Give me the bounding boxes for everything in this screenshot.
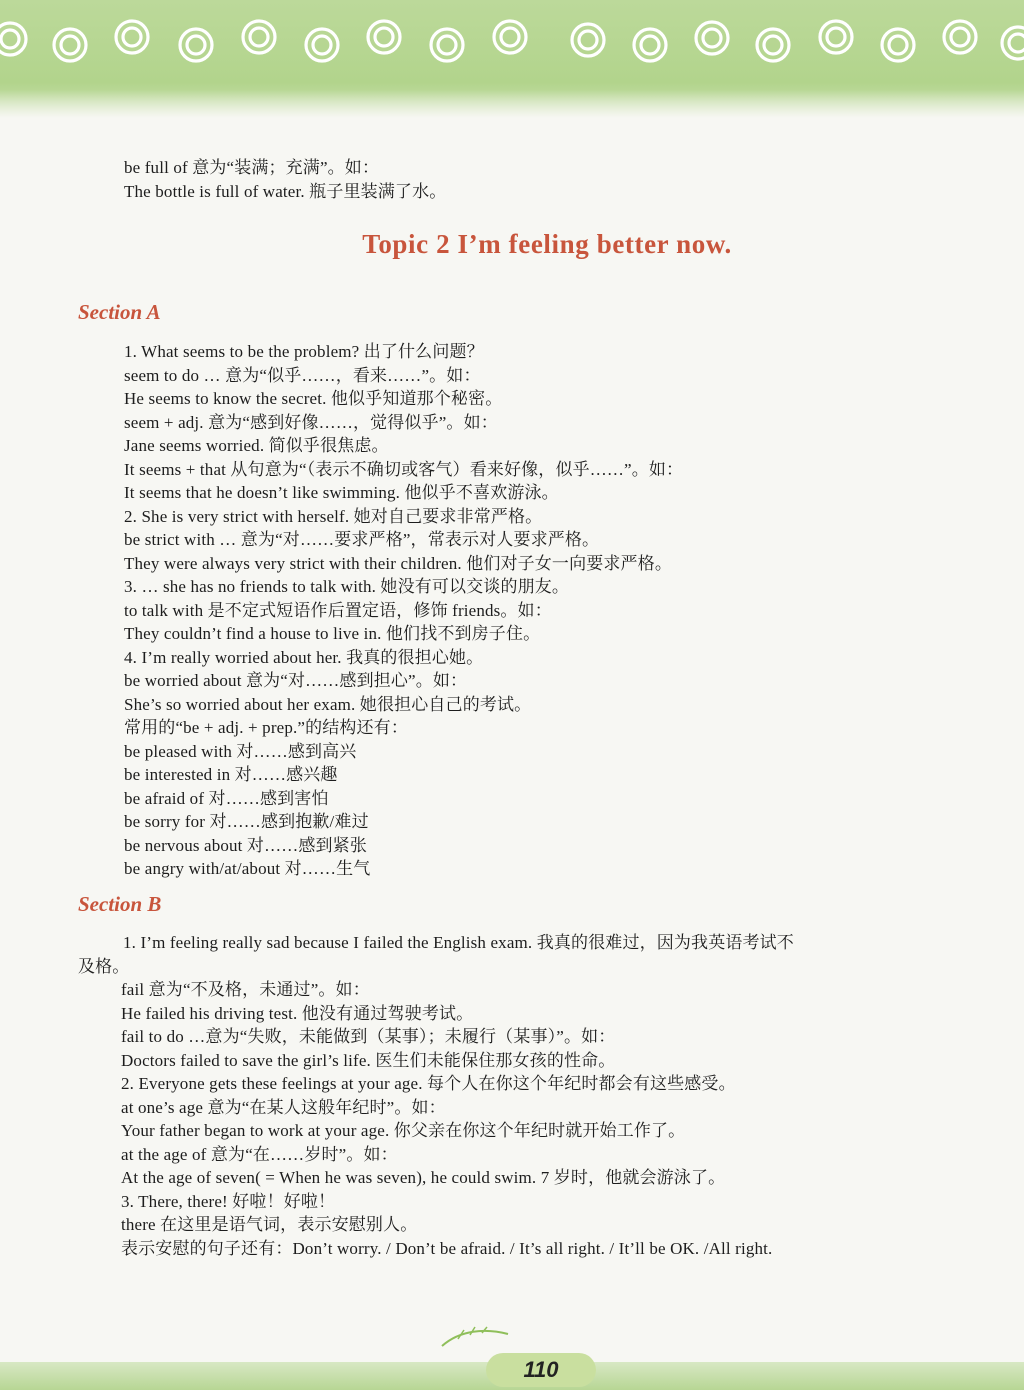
- topic-title: Topic 2 I’m feeling better now.: [362, 229, 732, 259]
- text-line: be strict with … 意为“对……要求严格”，常表示对人要求严格。: [124, 530, 600, 549]
- text-line: 3. There, there! 好啦！好啦！: [121, 1191, 336, 1211]
- text-line: be angry with/at/about 对……生气: [124, 859, 371, 878]
- section-a-body: [124, 340, 1004, 881]
- text-line: At the age of seven( = When he was seven), he could swim. 7 岁时，他就会游泳了。: [121, 1168, 726, 1187]
- section-b-body: [78, 931, 1018, 1260]
- text-line: 表示安慰的句子还有：Don’t worry. / Don’t be afraid. / It’s all right. / It’ll be OK. /All right.: [121, 1238, 773, 1258]
- text-line: It seems that he doesn’t like swimming. 他似乎不喜欢游泳。: [124, 483, 559, 502]
- text-line: be interested in 对……感兴趣: [124, 765, 338, 784]
- text-line: at one’s age 意为“在某人这般年纪时”。如：: [121, 1097, 446, 1117]
- text-line: seem + adj. 意为“感到好像……，觉得似乎”。如：: [124, 412, 498, 432]
- text-line: 2. She is very strict with herself. 她对自己要求非常严格。: [124, 506, 543, 526]
- text-line: be nervous about 对……感到紧张: [124, 835, 367, 855]
- text-line: Doctors failed to save the girl’s life. 医生们未能保住那女孩的性命。: [121, 1050, 616, 1070]
- text-line: 1. I’m feeling really sad because I failed the English exam. 我真的很难过，因为我英语考试不: [123, 933, 794, 952]
- text-line: be pleased with 对……感到高兴: [124, 741, 357, 761]
- text-line: 3. … she has no friends to talk with. 她没有可以交谈的朋友。: [124, 577, 570, 596]
- ring-pattern-icon: [0, 0, 1024, 80]
- text-line: fail 意为“不及格，未通过”。如：: [121, 980, 370, 999]
- text-line: She’s so worried about her exam. 她很担心自己的考试。: [124, 694, 532, 714]
- text-line: 常用的“be + adj. + prep.”的结构还有：: [124, 718, 408, 737]
- text-line: to talk with 是不定式短语作后置定语，修饰 friends。如：: [124, 600, 552, 620]
- text-line: be full of 意为“装满；充满”。如：: [124, 158, 380, 177]
- text-line: Jane seems worried. 简似乎很焦虑。: [124, 436, 389, 455]
- decorative-rings: [0, 0, 1024, 80]
- text-line: at the age of 意为“在……岁时”。如：: [121, 1144, 398, 1164]
- text-line: be worried about 意为“对……感到担心”。如：: [124, 671, 468, 690]
- text-line: be sorry for 对……感到抱歉/难过: [124, 812, 369, 831]
- text-line: They were always very strict with their children. 他们对子女一向要求严格。: [124, 553, 672, 573]
- page-number: 110: [486, 1353, 596, 1387]
- header-band: [0, 0, 1024, 118]
- text-line: 2. Everyone gets these feelings at your age. 每个人在你这个年纪时都会有这些感受。: [121, 1074, 736, 1093]
- text-line: 及格。: [78, 956, 130, 976]
- text-line: 4. I’m really worried about her. 我真的很担心她。: [124, 647, 484, 667]
- text-line: seem to do … 意为“似乎……，看来……”。如：: [124, 365, 481, 385]
- intro-block: [124, 156, 1004, 203]
- section-a-heading: Section A: [78, 300, 161, 324]
- text-line: It seems + that 从句意为“（表示不确切或客气）看来好像，似乎……”。如：: [124, 459, 684, 479]
- text-line: there 在这里是语气词，表示安慰别人。: [121, 1215, 418, 1234]
- text-line: The bottle is full of water. 瓶子里装满了水。: [124, 181, 447, 201]
- text-line: Your father began to work at your age. 你父亲在你这个年纪时就开始工作了。: [121, 1121, 686, 1140]
- leaf-icon: [440, 1326, 510, 1350]
- text-line: be afraid of 对……感到害怕: [124, 788, 329, 808]
- text-line: They couldn’t find a house to live in. 他们找不到房子住。: [124, 624, 541, 643]
- text-line: He failed his driving test. 他没有通过驾驶考试。: [121, 1003, 474, 1023]
- section-b-heading: Section B: [78, 892, 162, 916]
- text-line: 1. What seems to be the problem? 出了什么问题？: [124, 342, 484, 361]
- text-line: He seems to know the secret. 他似乎知道那个秘密。: [124, 389, 503, 408]
- text-line: fail to do …意为“失败，未能做到（某事）；未履行（某事）”。如：: [121, 1027, 616, 1046]
